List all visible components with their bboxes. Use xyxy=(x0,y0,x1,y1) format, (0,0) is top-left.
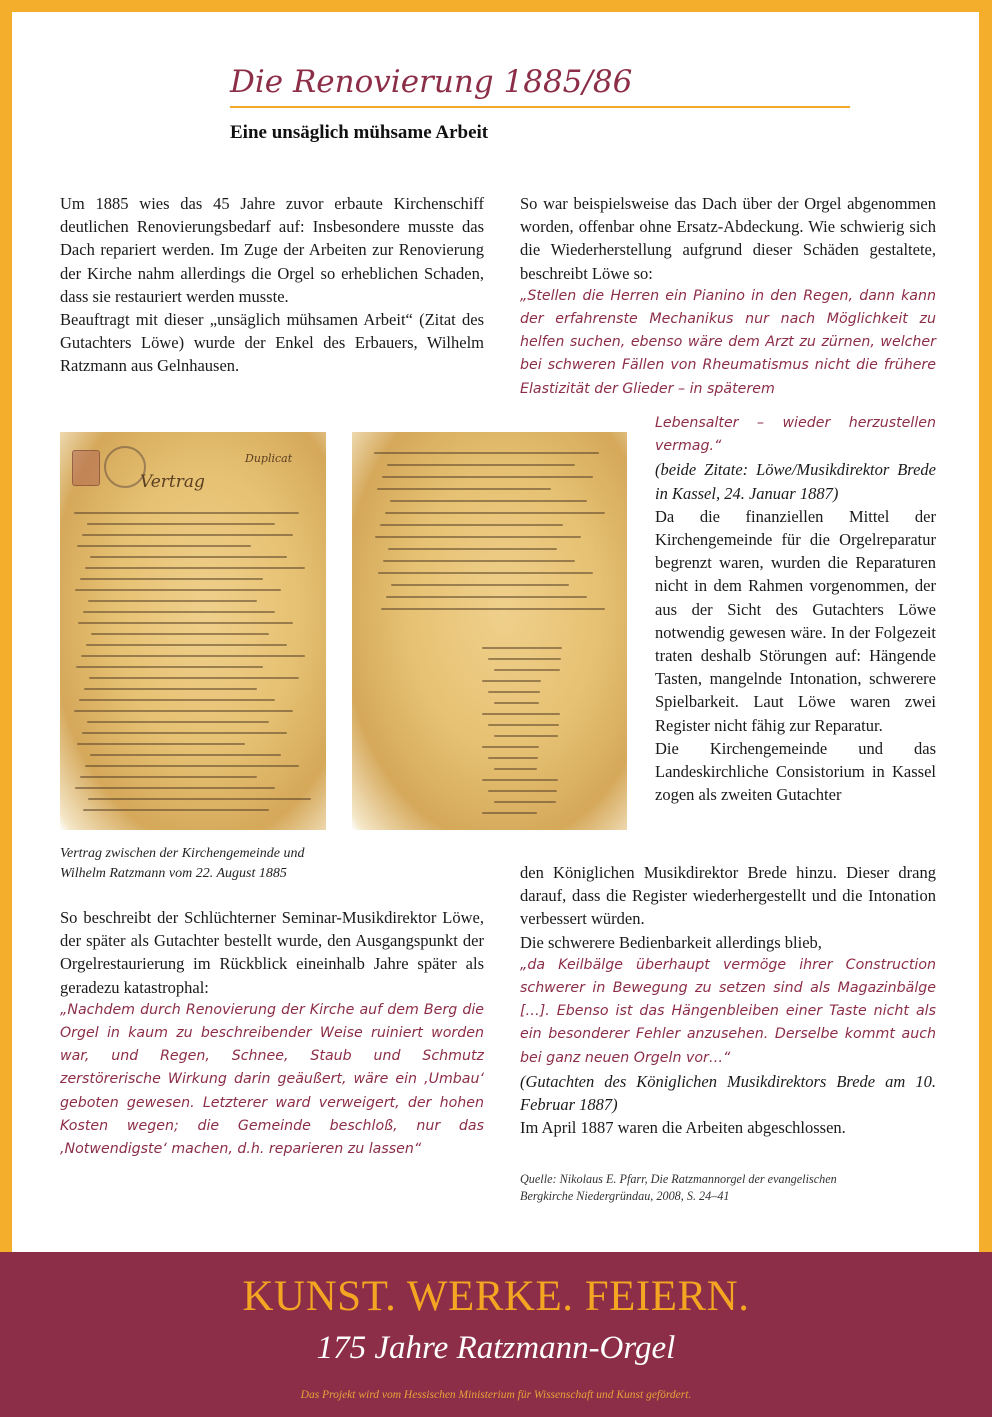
paragraph-loewe: So beschreibt der Schlüchterner Seminar-Musikdirektor Löwe, der später als Gutachter bestellt wurde, den Ausgangspunkt der Orgelrestaurierung im Rückblick eineinhalb Jahre später als geradezu katastrophal: xyxy=(60,908,484,997)
handwriting-stroke xyxy=(386,596,587,598)
handwriting-stroke xyxy=(80,776,257,778)
handwriting-stroke xyxy=(75,589,281,591)
photo-caption xyxy=(60,844,390,884)
handwriting-stroke xyxy=(380,524,563,526)
left-lower xyxy=(60,906,484,1161)
handwriting-stroke xyxy=(90,754,281,756)
source-line: Quelle: Nikolaus E. Pfarr, Die Ratzmannorgel der evangelischen xyxy=(520,1172,837,1186)
handwriting-stroke xyxy=(381,608,605,610)
quote-loewe: „Nachdem durch Renovierung der Kirche auf dem Berg die Orgel in kaum zu beschreibender Weise ruiniert worden war, und Regen, Schnee, Staub und Schmutz zerstörerische Wirkung darin geäußert, wäre ein ‚Umbau‘ geboten gewesen. Letzterer ward verweigert, der hohen Kosten wegen; die Gemeinde beschloß, nur das ‚Notwendigste‘ machen, d.h. reparieren zu lassen“ xyxy=(60,1001,484,1158)
footer-subclaim: 175 Jahre Ratzmann-Orgel xyxy=(316,1330,676,1366)
signature-stroke xyxy=(488,658,561,660)
paragraph-brede: den Königlichen Musikdirektor Brede hinzu. Dieser drang darauf, dass die Register wiederhergestellt und die Intonation verbessert würden. xyxy=(520,863,936,929)
signature-stroke xyxy=(488,691,540,693)
handwriting-stroke xyxy=(388,548,557,550)
handwriting-stroke xyxy=(89,677,299,679)
handwriting-stroke xyxy=(77,743,245,745)
photo-caption-line: Vertrag zwischen der Kirchengemeinde und xyxy=(60,846,305,861)
signature-stroke xyxy=(482,713,560,715)
signature-stroke xyxy=(494,702,539,704)
duplicate-note: Duplicat xyxy=(245,452,293,465)
poster-sheet xyxy=(12,12,979,1252)
handwriting-stroke xyxy=(91,633,269,635)
handwriting-stroke xyxy=(80,578,263,580)
contract-heading: Vertrag xyxy=(140,472,205,492)
handwriting-stroke xyxy=(82,732,287,734)
quote-brede: „da Keilbälge überhaupt vermöge ihrer Construction schwerer in Bewegung zu setzen sind als Magazinbälge […]. Ebenso ist das Hängenbleiben einer Taste nicht als ein besonderer Fehler anzusehen. Derselbe kommt auch bei ganz neuen Orgeln vor…“ xyxy=(520,956,936,1066)
handwriting-stroke xyxy=(385,512,605,514)
right-narrow xyxy=(655,412,936,806)
signature-stroke xyxy=(482,647,562,649)
signature-stroke xyxy=(494,768,537,770)
right-upper xyxy=(520,192,936,401)
handwriting-stroke xyxy=(86,644,287,646)
handwriting-stroke xyxy=(87,721,269,723)
photo-caption-line: Wilhelm Ratzmann vom 22. August 1885 xyxy=(60,866,287,881)
paragraph-finances: Da die finanziellen Mittel der Kirchengemeinde für die Orgelreparatur begrenzt waren, wurden die Reparaturen nicht in dem Rahmen vorgenommen, der aus der Sicht des Gutachters Löwe notwendig gewesen wäre. In der Folgezeit traten deshalb Störungen auf: Hängende Tasten, mangelnde Intonation, schwerere Spielbarkeit. Laut Löwe waren zwei Register nicht fähig zur Reparatur. xyxy=(655,506,936,735)
handwriting-stroke xyxy=(88,600,257,602)
citation-loewe: (beide Zitate: Löwe/Musikdirektor Brede in Kassel, 24. Januar 1887) xyxy=(655,460,936,503)
revenue-stamp xyxy=(72,450,100,486)
handwriting-stroke xyxy=(390,500,587,502)
handwriting-stroke xyxy=(77,545,251,547)
handwriting-stroke xyxy=(74,710,293,712)
handwriting-stroke xyxy=(378,572,593,574)
handwriting-stroke xyxy=(375,536,581,538)
source-note xyxy=(520,1171,940,1205)
intro-paragraph-1: Um 1885 wies das 45 Jahre zuvor erbaute Kirchenschiff deutlichen Renovierungsbedarf auf: Insbesondere musste das Dach repariert werden. Im Zuge der Arbeiten zur Renovierung der Kirche nahm allerdings die Orgel so erheblichen Schaden, dass sie restauriert werden musste. xyxy=(60,194,484,306)
handwriting-stroke xyxy=(387,464,575,466)
paragraph-roof: So war beispielsweise das Dach über der Orgel abgenommen worden, offenbar ohne Ersatz-Abdeckung. Wie schwierig sich die Wiederherstellung aufgrund dieser Schäden gestaltete, beschreibt Löwe so: xyxy=(520,194,936,283)
handwriting-stroke xyxy=(377,488,551,490)
signature-stroke xyxy=(482,779,558,781)
handwriting-stroke xyxy=(83,611,275,613)
signature-stroke xyxy=(488,790,557,792)
handwriting-stroke xyxy=(82,534,293,536)
title-underline xyxy=(230,106,850,108)
handwriting-stroke xyxy=(84,688,257,690)
handwriting-stroke xyxy=(87,523,275,525)
paragraph-completion: Im April 1887 waren die Arbeiten abgeschlossen. xyxy=(520,1118,846,1138)
left-intro xyxy=(60,192,484,378)
right-lower xyxy=(520,861,936,1139)
signature-stroke xyxy=(494,801,556,803)
signature-stroke xyxy=(482,812,537,814)
funding-note: Das Projekt wird vom Hessischen Ministerium für Wissenschaft und Kunst gefördert. xyxy=(300,1389,692,1401)
handwriting-stroke xyxy=(75,787,275,789)
handwriting-stroke xyxy=(88,798,311,800)
handwriting-stroke xyxy=(85,765,299,767)
citation-brede: (Gutachten des Königlichen Musikdirektors Brede am 10. Februar 1887) xyxy=(520,1071,936,1115)
signature-stroke xyxy=(494,669,560,671)
page-title: Die Renovierung 1885/86 xyxy=(230,64,633,100)
handwriting-stroke xyxy=(76,666,263,668)
paragraph-consistorium: Die Kirchengemeinde und das Landeskirchliche Consistorium in Kassel zogen als zweiten Gutachter xyxy=(655,738,936,805)
signature-stroke xyxy=(488,757,538,759)
quote-pianino: „Stellen die Herren ein Pianino in den Regen, dann kann der erfahrenste Mechanikus nur nach Möglichkeit zu helfen suchen, ebenso wäre dem Arzt zu zürnen, welcher bei schweren Fällen von Rheumatismus nicht die frühere Elastizität der Glieder – in späterem xyxy=(520,287,936,397)
page-subtitle: Eine unsäglich mühsame Arbeit xyxy=(230,122,489,143)
signature-stroke xyxy=(482,680,541,682)
handwriting-stroke xyxy=(391,584,569,586)
footer-banner xyxy=(0,1252,992,1417)
handwriting-stroke xyxy=(78,622,293,624)
footer-claim: KUNST. WERKE. FEIERN. xyxy=(242,1273,750,1320)
intro-paragraph-2: Beauftragt mit dieser „unsäglich mühsamen Arbeit“ (Zitat des Gutachters Löwe) wurde der Enkel des Erbauers, Wilhelm Ratzmann aus Gelnhausen. xyxy=(60,310,484,376)
handwriting-stroke xyxy=(83,809,269,811)
signature-stroke xyxy=(482,746,539,748)
handwriting-stroke xyxy=(74,512,299,514)
contract-photo-page-2 xyxy=(352,432,627,830)
signature-stroke xyxy=(494,735,558,737)
paragraph-operability: Die schwerere Bedienbarkeit allerdings blieb, xyxy=(520,932,822,952)
handwriting-stroke xyxy=(81,655,305,657)
signature-stroke xyxy=(488,724,559,726)
handwriting-stroke xyxy=(383,560,575,562)
source-line: Bergkirche Niedergründau, 2008, S. 24–41 xyxy=(520,1189,730,1203)
handwriting-stroke xyxy=(90,556,287,558)
contract-photo-page-1 xyxy=(60,432,326,830)
handwriting-stroke xyxy=(382,476,593,478)
quote-pianino-end: Lebensalter – wieder herzustellen vermag.“ xyxy=(655,415,936,455)
handwriting-stroke xyxy=(374,452,599,454)
handwriting-stroke xyxy=(79,699,275,701)
handwriting-stroke xyxy=(85,567,305,569)
